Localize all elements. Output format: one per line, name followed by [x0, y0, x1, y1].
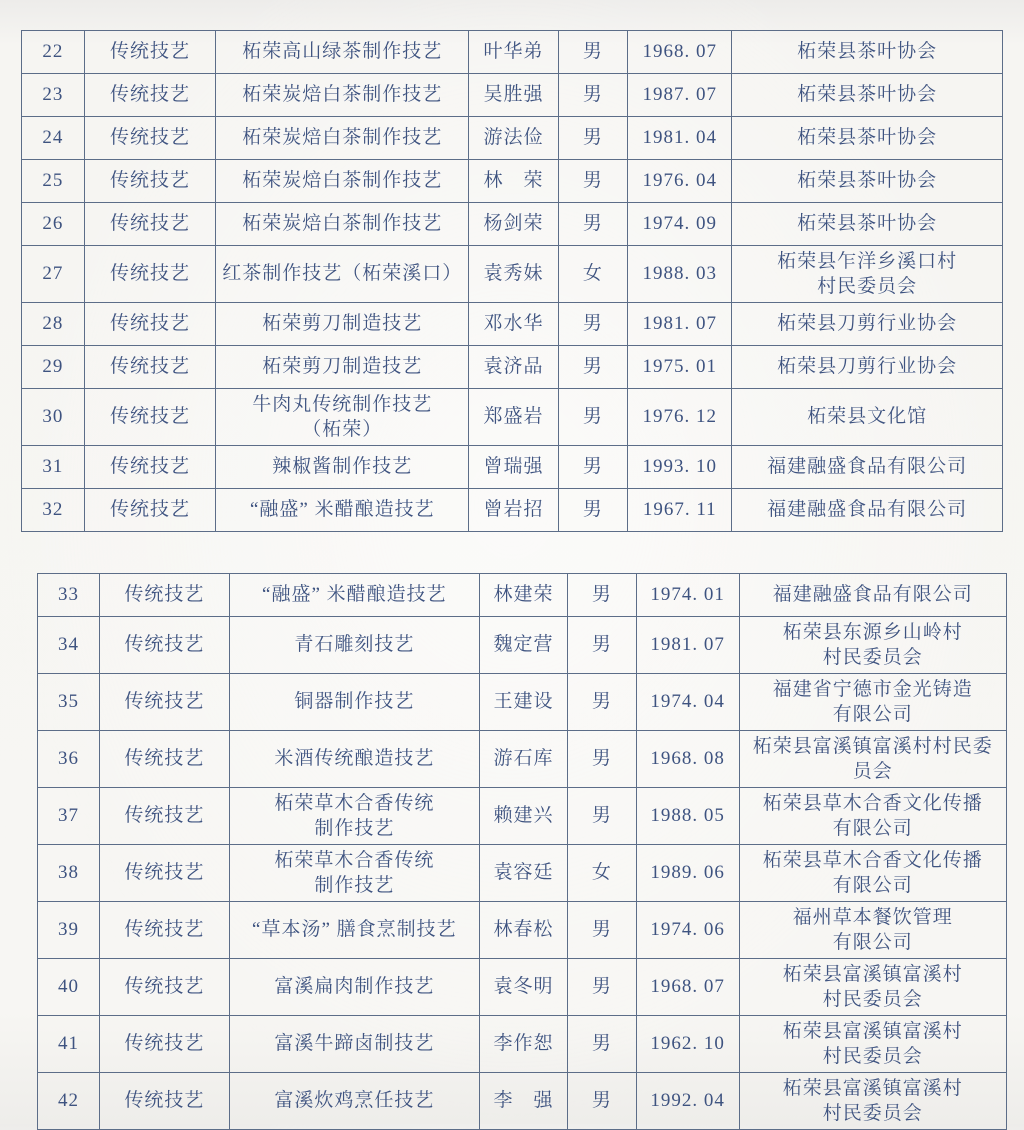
project-name-cell-line: 铜器制作技艺 [294, 691, 415, 713]
inheritor-name-cell: 游法俭 [469, 117, 558, 160]
birth-date-cell: 1981. 07 [628, 303, 732, 346]
project-name-cell-line: 制作技艺 [314, 875, 395, 896]
gender-cell: 男 [568, 574, 637, 617]
project-name-cell-line: 柘荣炭焙白茶制作技艺 [242, 84, 443, 106]
gender-cell: 男 [568, 788, 637, 845]
project-name-cell [229, 674, 479, 731]
category-cell: 传统技艺 [100, 1016, 230, 1073]
inheritor-name-cell: 杨剑荣 [469, 203, 558, 246]
gender-cell: 男 [558, 389, 628, 446]
birth-date-cell: 1974. 01 [636, 574, 739, 617]
serial-number-cell: 26 [22, 203, 85, 246]
organization-cell-line: 福建融盛食品有限公司 [772, 584, 973, 606]
birth-date-cell: 1968. 07 [628, 31, 732, 74]
birth-date-cell: 1976. 12 [628, 389, 732, 446]
inheritors-table-upper-body [22, 31, 1003, 532]
organization-cell-line: 柘荣县茶叶协会 [797, 41, 938, 63]
organization-cell-line: 柘荣县茶叶协会 [797, 213, 938, 235]
project-name-cell [216, 446, 469, 489]
organization-cell-line: 柘荣县富溪镇富溪村 [782, 1077, 963, 1099]
organization-cell-line: 柘荣县刀剪行业协会 [777, 313, 958, 335]
organization-cell-line: 员会 [852, 761, 893, 782]
gender-cell: 男 [568, 731, 637, 788]
serial-number-cell: 24 [22, 117, 85, 160]
serial-number-cell: 28 [22, 303, 85, 346]
organization-cell-line: 福建融盛食品有限公司 [767, 499, 968, 521]
birth-date-cell: 1989. 06 [636, 845, 739, 902]
category-cell: 传统技艺 [84, 117, 215, 160]
project-name-cell-line: 柘荣草木合香传统 [274, 849, 435, 871]
category-cell: 传统技艺 [100, 674, 230, 731]
inheritor-name-cell: 林 荣 [469, 160, 558, 203]
project-name-cell [229, 574, 479, 617]
project-name-cell [229, 1016, 479, 1073]
organization-cell-line: 柘荣县茶叶协会 [797, 170, 938, 192]
project-name-cell [229, 788, 479, 845]
project-name-cell-line: 柘荣炭焙白茶制作技艺 [242, 170, 443, 192]
inheritor-name-cell: 邓水华 [469, 303, 558, 346]
inheritor-name-cell: 游石库 [479, 731, 567, 788]
organization-cell-line: 村民委员会 [822, 1046, 923, 1067]
gender-cell: 男 [568, 902, 637, 959]
project-name-cell-line: 柘荣剪刀制造技艺 [262, 313, 423, 335]
project-name-cell-line: 柘荣草木合香传统 [274, 792, 435, 814]
organization-cell [739, 674, 1006, 731]
inheritor-name-cell: 袁容廷 [479, 845, 567, 902]
organization-cell-line: 村民委员会 [817, 276, 918, 297]
inheritors-table-lower [37, 573, 1007, 1130]
project-name-cell [216, 74, 469, 117]
table-row [38, 1016, 1007, 1073]
table-row [22, 389, 1003, 446]
organization-cell [739, 574, 1006, 617]
serial-number-cell: 35 [38, 674, 100, 731]
birth-date-cell: 1981. 07 [636, 617, 739, 674]
serial-number-cell: 29 [22, 346, 85, 389]
serial-number-cell: 30 [22, 389, 85, 446]
category-cell: 传统技艺 [84, 31, 215, 74]
project-name-cell-line: 米酒传统酿造技艺 [274, 748, 435, 770]
organization-cell-line: 有限公司 [832, 932, 913, 953]
gender-cell: 男 [558, 303, 628, 346]
gender-cell: 男 [568, 674, 637, 731]
birth-date-cell: 1988. 05 [636, 788, 739, 845]
table-row [22, 489, 1003, 532]
serial-number-cell: 42 [38, 1073, 100, 1130]
serial-number-cell: 33 [38, 574, 100, 617]
project-name-cell-line: 红茶制作技艺（柘荣溪口） [222, 263, 463, 285]
table-row [38, 617, 1007, 674]
serial-number-cell: 23 [22, 74, 85, 117]
project-name-cell [216, 160, 469, 203]
category-cell: 传统技艺 [84, 74, 215, 117]
organization-cell [732, 160, 1003, 203]
inheritors-table-upper [21, 30, 1003, 532]
table-row [22, 346, 1003, 389]
project-name-cell-line: 制作技艺 [314, 818, 395, 839]
organization-cell-line: 柘荣县茶叶协会 [797, 84, 938, 106]
inheritor-name-cell: 吴胜强 [469, 74, 558, 117]
organization-cell [739, 845, 1006, 902]
organization-cell-line: 柘荣县草木合香文化传播 [762, 849, 983, 871]
category-cell: 传统技艺 [84, 389, 215, 446]
birth-date-cell: 1976. 04 [628, 160, 732, 203]
organization-cell [732, 31, 1003, 74]
organization-cell-line: 有限公司 [832, 875, 913, 896]
project-name-cell-line: 青石雕刻技艺 [294, 634, 415, 656]
category-cell: 传统技艺 [84, 346, 215, 389]
organization-cell [732, 203, 1003, 246]
category-cell: 传统技艺 [84, 203, 215, 246]
project-name-cell-line: 柘荣炭焙白茶制作技艺 [242, 127, 443, 149]
gender-cell: 男 [558, 160, 628, 203]
inheritor-name-cell: 王建设 [479, 674, 567, 731]
serial-number-cell: 25 [22, 160, 85, 203]
project-name-cell-line: 富溪炊鸡烹任技艺 [274, 1090, 435, 1112]
table-row [38, 731, 1007, 788]
inheritor-name-cell: 赖建兴 [479, 788, 567, 845]
organization-cell [732, 303, 1003, 346]
inheritor-name-cell: 魏定营 [479, 617, 567, 674]
organization-cell [739, 1016, 1006, 1073]
serial-number-cell: 22 [22, 31, 85, 74]
inheritor-name-cell: 郑盛岩 [469, 389, 558, 446]
inheritor-name-cell: 叶华弟 [469, 31, 558, 74]
organization-cell [732, 74, 1003, 117]
project-name-cell [229, 959, 479, 1016]
organization-cell-line: 柘荣县富溪镇富溪村 [782, 963, 963, 985]
serial-number-cell: 34 [38, 617, 100, 674]
birth-date-cell: 1974. 09 [628, 203, 732, 246]
project-name-cell-line: “草本汤” 膳食烹制技艺 [252, 919, 457, 941]
table-row [38, 959, 1007, 1016]
project-name-cell-line: 富溪扁肉制作技艺 [274, 976, 435, 998]
organization-cell-line: 柘荣县富溪镇富溪村村民委 [752, 735, 993, 757]
project-name-cell [229, 731, 479, 788]
table-row [22, 246, 1003, 303]
table-row [22, 203, 1003, 246]
inheritor-name-cell: 袁济品 [469, 346, 558, 389]
table-row [38, 574, 1007, 617]
inheritor-name-cell: 袁秀妹 [469, 246, 558, 303]
category-cell: 传统技艺 [100, 1073, 230, 1130]
project-name-cell [229, 1073, 479, 1130]
birth-date-cell: 1974. 06 [636, 902, 739, 959]
birth-date-cell: 1975. 01 [628, 346, 732, 389]
birth-date-cell: 1967. 11 [628, 489, 732, 532]
inheritor-name-cell: 林建荣 [479, 574, 567, 617]
project-name-cell-line: 柘荣剪刀制造技艺 [262, 356, 423, 378]
table-row [22, 74, 1003, 117]
organization-cell [739, 731, 1006, 788]
gender-cell: 男 [558, 489, 628, 532]
organization-cell [732, 246, 1003, 303]
table-row [22, 446, 1003, 489]
table-row [38, 674, 1007, 731]
organization-cell [732, 389, 1003, 446]
gender-cell: 男 [558, 446, 628, 489]
project-name-cell-line: “融盛” 米醋酿造技艺 [262, 584, 447, 606]
gender-cell: 男 [568, 1016, 637, 1073]
serial-number-cell: 32 [22, 489, 85, 532]
project-name-cell [229, 845, 479, 902]
inheritor-name-cell: 曾瑞强 [469, 446, 558, 489]
organization-cell-line: 福建融盛食品有限公司 [767, 456, 968, 478]
organization-cell [739, 902, 1006, 959]
organization-cell [739, 788, 1006, 845]
inheritor-name-cell: 林春松 [479, 902, 567, 959]
category-cell: 传统技艺 [84, 446, 215, 489]
project-name-cell-line: （柘荣） [302, 419, 383, 440]
organization-cell [739, 617, 1006, 674]
project-name-cell-line: 富溪牛蹄卤制技艺 [274, 1033, 435, 1055]
category-cell: 传统技艺 [100, 902, 230, 959]
project-name-cell [216, 203, 469, 246]
category-cell: 传统技艺 [100, 788, 230, 845]
organization-cell-line: 村民委员会 [822, 1103, 923, 1124]
organization-cell-line: 柘荣县刀剪行业协会 [777, 356, 958, 378]
project-name-cell [229, 902, 479, 959]
organization-cell [732, 117, 1003, 160]
birth-date-cell: 1968. 08 [636, 731, 739, 788]
gender-cell: 男 [558, 346, 628, 389]
gender-cell: 男 [558, 31, 628, 74]
organization-cell-line: 有限公司 [832, 818, 913, 839]
organization-cell-line: 村民委员会 [822, 647, 923, 668]
organization-cell-line: 福州草本餐饮管理 [792, 906, 953, 928]
serial-number-cell: 38 [38, 845, 100, 902]
inheritor-name-cell: 曾岩招 [469, 489, 558, 532]
category-cell: 传统技艺 [84, 489, 215, 532]
inheritor-name-cell: 李 强 [479, 1073, 567, 1130]
category-cell: 传统技艺 [100, 574, 230, 617]
category-cell: 传统技艺 [84, 246, 215, 303]
birth-date-cell: 1993. 10 [628, 446, 732, 489]
organization-cell-line: 柘荣县茶叶协会 [797, 127, 938, 149]
category-cell: 传统技艺 [100, 845, 230, 902]
project-name-cell-line: 柘荣炭焙白茶制作技艺 [242, 213, 443, 235]
category-cell: 传统技艺 [84, 303, 215, 346]
organization-cell [732, 346, 1003, 389]
birth-date-cell: 1962. 10 [636, 1016, 739, 1073]
table-row [38, 845, 1007, 902]
inheritor-name-cell: 袁冬明 [479, 959, 567, 1016]
project-name-cell [216, 346, 469, 389]
project-name-cell [216, 389, 469, 446]
inheritors-table-lower-body [38, 574, 1007, 1130]
serial-number-cell: 41 [38, 1016, 100, 1073]
gender-cell: 男 [558, 74, 628, 117]
serial-number-cell: 40 [38, 959, 100, 1016]
project-name-cell-line: 辣椒酱制作技艺 [272, 456, 413, 478]
organization-cell [732, 446, 1003, 489]
table-row [22, 303, 1003, 346]
project-name-cell [216, 303, 469, 346]
organization-cell-line: 村民委员会 [822, 989, 923, 1010]
gender-cell: 男 [568, 1073, 637, 1130]
organization-cell-line: 柘荣县东源乡山岭村 [782, 621, 963, 643]
gender-cell: 男 [568, 617, 637, 674]
birth-date-cell: 1981. 04 [628, 117, 732, 160]
organization-cell-line: 有限公司 [832, 704, 913, 725]
serial-number-cell: 27 [22, 246, 85, 303]
table-row [22, 31, 1003, 74]
serial-number-cell: 36 [38, 731, 100, 788]
birth-date-cell: 1988. 03 [628, 246, 732, 303]
organization-cell [739, 1073, 1006, 1130]
project-name-cell [216, 117, 469, 160]
gender-cell: 男 [558, 203, 628, 246]
organization-cell-line: 柘荣县文化馆 [807, 406, 928, 428]
table-row [38, 788, 1007, 845]
birth-date-cell: 1968. 07 [636, 959, 739, 1016]
category-cell: 传统技艺 [84, 160, 215, 203]
birth-date-cell: 1992. 04 [636, 1073, 739, 1130]
table-row [38, 902, 1007, 959]
project-name-cell [216, 31, 469, 74]
serial-number-cell: 31 [22, 446, 85, 489]
project-name-cell-line: 柘荣高山绿茶制作技艺 [242, 41, 443, 63]
category-cell: 传统技艺 [100, 731, 230, 788]
project-name-cell [216, 246, 469, 303]
project-name-cell-line: “融盛” 米醋酿造技艺 [249, 499, 435, 521]
organization-cell-line: 柘荣县富溪镇富溪村 [782, 1020, 963, 1042]
serial-number-cell: 37 [38, 788, 100, 845]
gender-cell: 男 [558, 117, 628, 160]
organization-cell-line: 柘荣县乍洋乡溪口村 [777, 250, 958, 272]
organization-cell [732, 489, 1003, 532]
organization-cell-line: 柘荣县草木合香文化传播 [762, 792, 983, 814]
gender-cell: 男 [568, 959, 637, 1016]
organization-cell-line: 福建省宁德市金光铸造 [772, 678, 973, 700]
gender-cell: 女 [558, 246, 628, 303]
organization-cell [739, 959, 1006, 1016]
serial-number-cell: 39 [38, 902, 100, 959]
project-name-cell-line: 牛肉丸传统制作技艺 [252, 393, 433, 415]
inheritor-name-cell: 李作恕 [479, 1016, 567, 1073]
category-cell: 传统技艺 [100, 617, 230, 674]
table-row [22, 117, 1003, 160]
gender-cell: 女 [568, 845, 637, 902]
category-cell: 传统技艺 [100, 959, 230, 1016]
table-row [22, 160, 1003, 203]
project-name-cell [216, 489, 469, 532]
table-row [38, 1073, 1007, 1130]
birth-date-cell: 1987. 07 [628, 74, 732, 117]
birth-date-cell: 1974. 04 [636, 674, 739, 731]
project-name-cell [229, 617, 479, 674]
